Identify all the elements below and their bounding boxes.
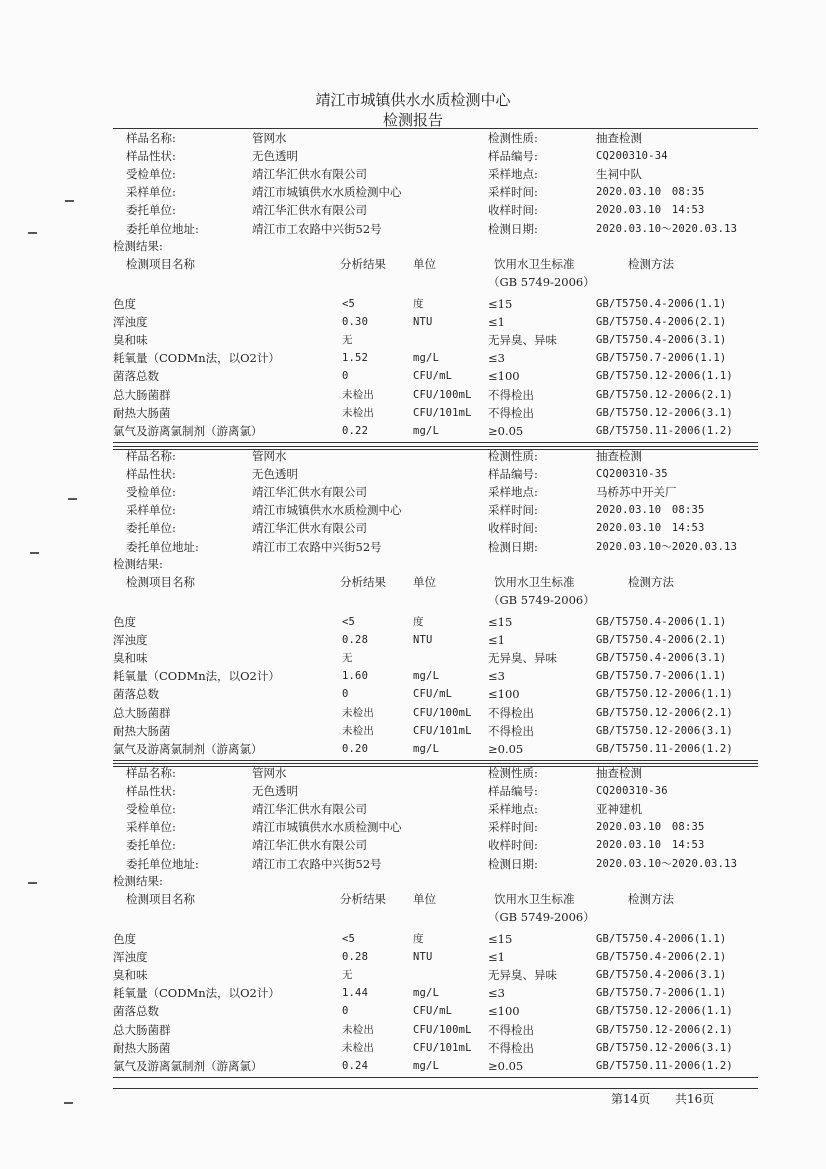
item-unit: 度: [413, 933, 424, 945]
item-standard: 无异臭、异味: [488, 333, 557, 348]
value-inspected-unit: 靖江华汇供水有限公司: [252, 485, 367, 500]
column-header-standard: 饮用水卫生标准: [494, 575, 575, 589]
item-name: 菌落总数: [113, 687, 159, 702]
item-name: 臭和味: [113, 333, 148, 348]
block-bottom-rule: [113, 760, 758, 761]
value-sampling-unit: 靖江市城镇供水水质检测中心: [252, 503, 402, 518]
value-receipt-time: 2020.03.10 14:53: [596, 839, 705, 852]
item-result: 未检出: [342, 724, 375, 737]
item-name: 总大肠菌群: [113, 387, 171, 402]
value-test-date: 2020.03.10～2020.03.13: [596, 857, 738, 870]
value-client: 靖江华汇供水有限公司: [252, 838, 367, 853]
value-inspected-unit: 靖江华汇供水有限公司: [252, 167, 367, 182]
column-header-standard: 饮用水卫生标准: [494, 257, 575, 271]
item-method: GB/T5750.12-2006(1.1): [596, 688, 733, 701]
value-client: 靖江华汇供水有限公司: [252, 203, 367, 218]
item-standard: ≤1: [488, 315, 505, 330]
item-method: GB/T5750.12-2006(3.1): [596, 406, 733, 419]
item-standard: ≥0.05: [488, 1058, 524, 1073]
item-result: 未检出: [342, 388, 375, 401]
label-client-address: 委托单位地址:: [126, 221, 199, 236]
item-result: 0.24: [342, 1059, 369, 1072]
item-name: 浑浊度: [113, 315, 148, 330]
item-result: 未检出: [342, 706, 375, 719]
block-bottom-rule: [113, 442, 758, 443]
item-method: GB/T5750.4-2006(3.1): [596, 652, 727, 665]
punch-mark: [28, 232, 37, 234]
item-standard: ≤100: [488, 1004, 520, 1019]
item-method: GB/T5750.11-2006(1.2): [596, 1059, 733, 1072]
item-method: GB/T5750.7-2006(1.1): [596, 352, 727, 365]
item-standard: 不得检出: [488, 405, 534, 420]
item-unit: mg/L: [413, 352, 440, 365]
item-name: 菌落总数: [113, 369, 159, 384]
label-nature: 样品性状:: [126, 784, 176, 799]
value-nature: 无色透明: [252, 149, 298, 164]
label-sampling-time: 采样时间:: [488, 820, 538, 835]
label-client-address: 委托单位地址:: [126, 539, 199, 554]
item-unit: NTU: [413, 951, 433, 964]
item-standard: ≤3: [488, 351, 505, 366]
column-header-item: 检测项目名称: [126, 575, 195, 589]
item-unit: 度: [413, 298, 424, 310]
report-title: 检测报告: [382, 111, 443, 129]
item-unit: mg/L: [413, 987, 440, 1000]
results-heading: 检测结果:: [113, 874, 163, 888]
item-result: 0.22: [342, 424, 369, 437]
column-header-unit: 单位: [413, 575, 436, 589]
label-client-address: 委托单位地址:: [126, 856, 199, 871]
value-sample-no: CQ200310-35: [596, 468, 668, 481]
item-standard: ≤1: [488, 950, 505, 965]
item-standard: 不得检出: [488, 387, 534, 402]
item-result: <5: [342, 616, 356, 628]
value-inspected-unit: 靖江华汇供水有限公司: [252, 802, 367, 817]
column-header-unit: 单位: [413, 892, 436, 906]
item-unit: CFU/101mL: [413, 724, 472, 737]
value-client: 靖江华汇供水有限公司: [252, 521, 367, 536]
block-top-rule: [113, 128, 758, 129]
page-number: 第14页: [611, 1092, 651, 1106]
item-method: GB/T5750.12-2006(2.1): [596, 706, 733, 719]
label-sampling-time: 采样时间:: [488, 185, 538, 200]
item-standard: ≤100: [488, 369, 520, 384]
column-header-method: 检测方法: [628, 892, 674, 906]
item-name: 浑浊度: [113, 950, 148, 965]
item-unit: CFU/mL: [413, 370, 453, 383]
item-result: 未检出: [342, 1041, 375, 1054]
item-unit: NTU: [413, 316, 433, 329]
item-name: 耗氧量（CODMn法，以O2计）: [113, 351, 280, 366]
item-unit: 度: [413, 616, 424, 628]
item-name: 总大肠菌群: [113, 1022, 171, 1037]
item-standard: ≤1: [488, 633, 505, 648]
item-standard: 不得检出: [488, 1022, 534, 1037]
item-result: 1.44: [342, 987, 369, 1000]
item-method: GB/T5750.12-2006(3.1): [596, 724, 733, 737]
column-header-result: 分析结果: [340, 892, 386, 906]
punch-mark: [64, 1102, 73, 1104]
item-name: 耐热大肠菌: [113, 405, 171, 420]
item-unit: mg/L: [413, 742, 440, 755]
item-method: GB/T5750.4-2006(3.1): [596, 969, 727, 982]
label-inspected-unit: 受检单位:: [126, 485, 176, 500]
item-result: <5: [342, 298, 356, 310]
item-method: GB/T5750.4-2006(1.1): [596, 298, 727, 310]
value-receipt-time: 2020.03.10 14:53: [596, 204, 705, 217]
label-name: 样品名称:: [126, 131, 176, 145]
punch-mark: [28, 882, 37, 884]
label-sampling-site: 采样地点:: [488, 485, 538, 500]
value-sample-no: CQ200310-36: [596, 785, 668, 798]
value-sampling-time: 2020.03.10 08:35: [596, 821, 705, 834]
item-result: 0.20: [342, 742, 369, 755]
column-header-method: 检测方法: [628, 257, 674, 271]
org-title: 靖江市城镇供水水质检测中心: [315, 91, 511, 109]
item-method: GB/T5750.4-2006(1.1): [596, 933, 727, 945]
item-result: 无: [342, 969, 353, 982]
value-name: 管网水: [252, 131, 287, 145]
item-standard: 不得检出: [488, 1040, 534, 1055]
item-standard: 无异臭、异味: [488, 968, 557, 983]
block-bottom-rule: [113, 1077, 758, 1078]
item-standard: ≤3: [488, 986, 505, 1001]
item-result: 0: [342, 688, 349, 701]
label-inspected-unit: 受检单位:: [126, 802, 176, 817]
item-name: 菌落总数: [113, 1004, 159, 1019]
column-header-result: 分析结果: [340, 575, 386, 589]
label-nature: 样品性状:: [126, 149, 176, 164]
footer-rule: [113, 1088, 758, 1089]
item-method: GB/T5750.4-2006(3.1): [596, 334, 727, 347]
value-test-nature: 抽查检测: [596, 449, 642, 463]
label-sample-no: 样品编号:: [488, 467, 538, 482]
item-unit: mg/L: [413, 424, 440, 437]
column-header-item: 检测项目名称: [126, 892, 195, 906]
label-test-nature: 检测性质:: [488, 766, 538, 780]
column-header-unit: 单位: [413, 257, 436, 271]
label-test-date: 检测日期:: [488, 856, 538, 871]
item-method: GB/T5750.12-2006(2.1): [596, 1023, 733, 1036]
item-method: GB/T5750.4-2006(1.1): [596, 616, 727, 628]
item-name: 浑浊度: [113, 633, 148, 648]
item-result: 0: [342, 1005, 349, 1018]
column-header-item: 检测项目名称: [126, 257, 195, 271]
item-name: 氯气及游离氯制剂（游离氯）: [113, 1058, 263, 1073]
label-receipt-time: 收样时间:: [488, 521, 538, 536]
item-method: GB/T5750.4-2006(2.1): [596, 316, 727, 329]
label-sampling-site: 采样地点:: [488, 802, 538, 817]
item-name: 臭和味: [113, 651, 148, 666]
item-name: 总大肠菌群: [113, 705, 171, 720]
item-method: GB/T5750.12-2006(1.1): [596, 370, 733, 383]
value-client-address: 靖江市工农路中兴街52号: [252, 539, 382, 554]
column-header-method: 检测方法: [628, 575, 674, 589]
column-header-standard-ref: （GB 5749-2006）: [488, 275, 595, 289]
block-top-rule: [113, 763, 758, 767]
label-nature: 样品性状:: [126, 467, 176, 482]
label-sampling-unit: 采样单位:: [126, 820, 176, 835]
item-name: 色度: [113, 615, 136, 629]
column-header-standard-ref: （GB 5749-2006）: [488, 593, 595, 607]
item-method: GB/T5750.12-2006(2.1): [596, 388, 733, 401]
value-sampling-unit: 靖江市城镇供水水质检测中心: [252, 185, 402, 200]
item-standard: ≥0.05: [488, 423, 524, 438]
item-name: 氯气及游离氯制剂（游离氯）: [113, 741, 263, 756]
item-standard: ≥0.05: [488, 741, 524, 756]
label-sample-no: 样品编号:: [488, 149, 538, 164]
page-total: 共16页: [675, 1092, 715, 1106]
label-test-date: 检测日期:: [488, 539, 538, 554]
value-sampling-site: 马桥苏中开关厂: [596, 485, 677, 500]
item-name: 氯气及游离氯制剂（游离氯）: [113, 423, 263, 438]
column-header-standard-ref: （GB 5749-2006）: [488, 910, 595, 924]
item-unit: mg/L: [413, 670, 440, 683]
label-sampling-unit: 采样单位:: [126, 185, 176, 200]
item-standard: ≤15: [488, 615, 513, 629]
item-standard: 不得检出: [488, 723, 534, 738]
item-standard: 不得检出: [488, 705, 534, 720]
value-sampling-unit: 靖江市城镇供水水质检测中心: [252, 820, 402, 835]
value-sampling-time: 2020.03.10 08:35: [596, 186, 705, 199]
value-name: 管网水: [252, 449, 287, 463]
item-result: 0: [342, 370, 349, 383]
value-sampling-site: 亚神建机: [596, 802, 642, 817]
value-test-date: 2020.03.10～2020.03.13: [596, 540, 738, 553]
value-sampling-time: 2020.03.10 08:35: [596, 504, 705, 517]
value-client-address: 靖江市工农路中兴街52号: [252, 221, 382, 236]
column-header-result: 分析结果: [340, 257, 386, 271]
item-method: GB/T5750.11-2006(1.2): [596, 742, 733, 755]
item-standard: 无异臭、异味: [488, 651, 557, 666]
item-name: 耐热大肠菌: [113, 723, 171, 738]
label-name: 样品名称:: [126, 766, 176, 780]
punch-mark: [68, 498, 77, 500]
value-sample-no: CQ200310-34: [596, 150, 668, 163]
block-top-rule: [113, 446, 758, 450]
item-result: 未检出: [342, 406, 375, 419]
label-sampling-site: 采样地点:: [488, 167, 538, 182]
item-method: GB/T5750.4-2006(2.1): [596, 634, 727, 647]
value-test-nature: 抽查检测: [596, 766, 642, 780]
item-result: 1.60: [342, 670, 369, 683]
item-method: GB/T5750.7-2006(1.1): [596, 987, 727, 1000]
item-result: 0.28: [342, 634, 369, 647]
item-unit: CFU/101mL: [413, 1041, 472, 1054]
item-result: 0.28: [342, 951, 369, 964]
value-name: 管网水: [252, 766, 287, 780]
item-standard: ≤3: [488, 669, 505, 684]
item-method: GB/T5750.11-2006(1.2): [596, 424, 733, 437]
value-sampling-site: 生祠中队: [596, 167, 642, 182]
item-name: 耐热大肠菌: [113, 1040, 171, 1055]
item-unit: CFU/101mL: [413, 406, 472, 419]
label-sampling-unit: 采样单位:: [126, 503, 176, 518]
item-unit: CFU/mL: [413, 688, 453, 701]
label-test-date: 检测日期:: [488, 221, 538, 236]
item-name: 色度: [113, 932, 136, 946]
item-unit: mg/L: [413, 1059, 440, 1072]
item-method: GB/T5750.12-2006(3.1): [596, 1041, 733, 1054]
label-client: 委托单位:: [126, 838, 176, 853]
label-test-nature: 检测性质:: [488, 131, 538, 145]
value-receipt-time: 2020.03.10 14:53: [596, 522, 705, 535]
item-result: 0.30: [342, 316, 369, 329]
item-result: 1.52: [342, 352, 369, 365]
punch-mark: [30, 552, 39, 554]
item-unit: CFU/100mL: [413, 1023, 472, 1036]
column-header-standard: 饮用水卫生标准: [494, 892, 575, 906]
value-nature: 无色透明: [252, 784, 298, 799]
item-unit: NTU: [413, 634, 433, 647]
value-test-nature: 抽查检测: [596, 131, 642, 145]
label-name: 样品名称:: [126, 449, 176, 463]
item-result: 无: [342, 652, 353, 665]
item-method: GB/T5750.7-2006(1.1): [596, 670, 727, 683]
item-method: GB/T5750.12-2006(1.1): [596, 1005, 733, 1018]
item-result: 无: [342, 334, 353, 347]
label-receipt-time: 收样时间:: [488, 203, 538, 218]
item-standard: ≤100: [488, 687, 520, 702]
item-unit: CFU/mL: [413, 1005, 453, 1018]
item-name: 色度: [113, 297, 136, 311]
results-heading: 检测结果:: [113, 239, 163, 253]
value-client-address: 靖江市工农路中兴街52号: [252, 856, 382, 871]
label-sampling-time: 采样时间:: [488, 503, 538, 518]
item-result: <5: [342, 933, 356, 945]
label-receipt-time: 收样时间:: [488, 838, 538, 853]
label-client: 委托单位:: [126, 203, 176, 218]
item-name: 耗氧量（CODMn法，以O2计）: [113, 669, 280, 684]
label-inspected-unit: 受检单位:: [126, 167, 176, 182]
punch-mark: [65, 200, 74, 202]
value-nature: 无色透明: [252, 467, 298, 482]
item-standard: ≤15: [488, 297, 513, 311]
item-unit: CFU/100mL: [413, 706, 472, 719]
label-test-nature: 检测性质:: [488, 449, 538, 463]
item-name: 臭和味: [113, 968, 148, 983]
item-standard: ≤15: [488, 932, 513, 946]
item-method: GB/T5750.4-2006(2.1): [596, 951, 727, 964]
item-name: 耗氧量（CODMn法，以O2计）: [113, 986, 280, 1001]
item-result: 未检出: [342, 1023, 375, 1036]
label-client: 委托单位:: [126, 521, 176, 536]
label-sample-no: 样品编号:: [488, 784, 538, 799]
value-test-date: 2020.03.10～2020.03.13: [596, 222, 738, 235]
item-unit: CFU/100mL: [413, 388, 472, 401]
results-heading: 检测结果:: [113, 557, 163, 571]
